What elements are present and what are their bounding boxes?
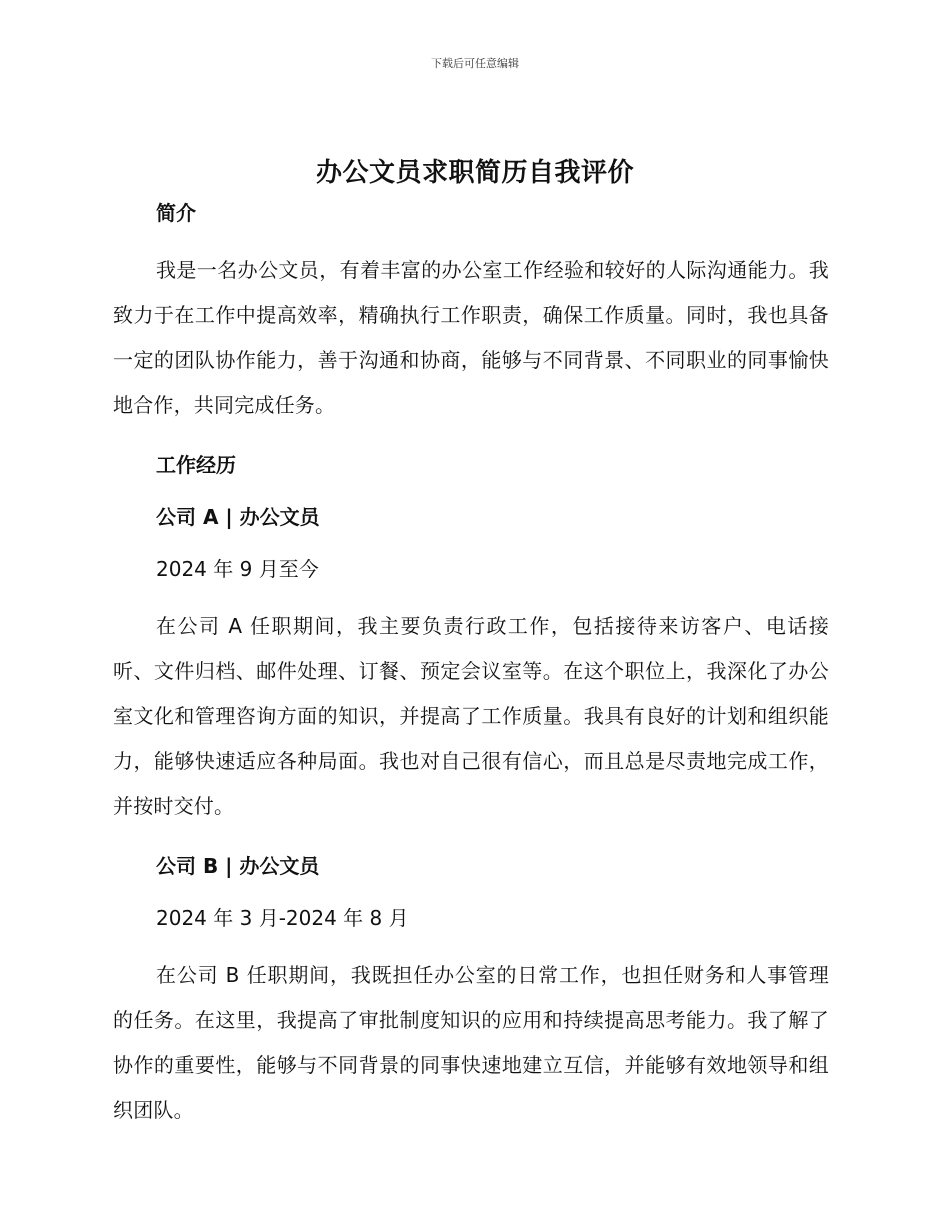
job-title-a: 公司 A | 办公文员 (156, 505, 320, 529)
document-title: 办公文员求职简历自我评价 (315, 158, 634, 188)
header-note: 下载后可任意编辑 (431, 57, 519, 70)
job-title-b: 公司 B | 办公文员 (156, 854, 320, 878)
document-body (113, 196, 829, 1133)
job-description-a: 在公司 A 任职期间，我主要负责行政工作，包括接待来访客户、电话接听、文件归档、邮件处理、订餐、预定会议室等。在这个职位上，我深化了办公室文化和管理咨询方面的知识，并提高了工作质量。我具有良好的计划和组织能力，能够快速适应各种局面。我也对自己很有信心，而且总是尽责地完成工作，并按时交付。 (113, 614, 829, 818)
section-heading-experience: 工作经历 (156, 453, 236, 477)
job-period-a: 2024 年 9 月至今 (156, 557, 319, 581)
job-description-b: 在公司 B 任职期间，我既担任办公室的日常工作，也担任财务和人事管理的任务。在这里，我提高了审批制度知识的应用和持续提高思考能力。我了解了协作的重要性，能够与不同背景的同事快速地建立互信，并能够有效地领导和组织团队。 (113, 963, 829, 1122)
section-heading-intro: 简介 (156, 201, 196, 225)
intro-paragraph: 我是一名办公文员，有着丰富的办公室工作经验和较好的人际沟通能力。我致力于在工作中提高效率，精确执行工作职责，确保工作质量。同时，我也具备一定的团队协作能力，善于沟通和协商，能够与不同背景、不同职业的同事愉快地合作，共同完成任务。 (113, 258, 829, 417)
job-period-b: 2024 年 3 月-2024 年 8 月 (156, 906, 409, 930)
